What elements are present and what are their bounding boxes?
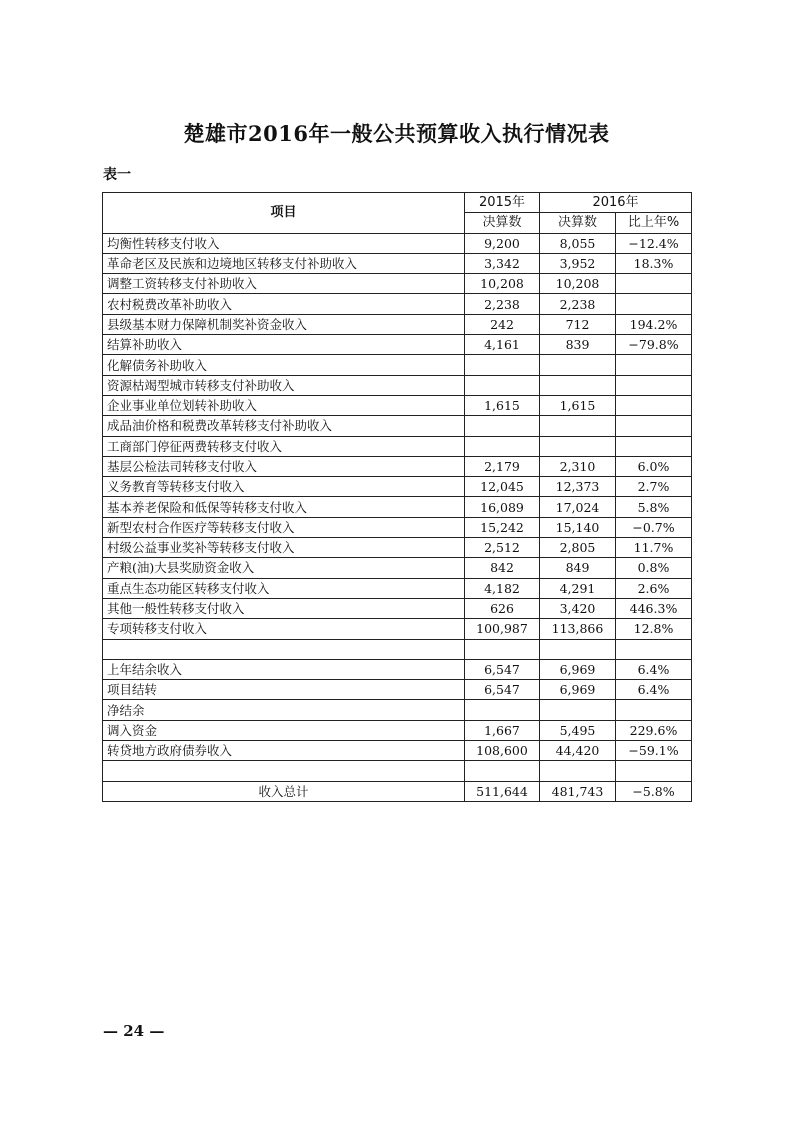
table-row: [103, 416, 692, 436]
table-row: [103, 598, 692, 618]
row-value-2016: [540, 436, 616, 456]
row-value-2015: 10,208: [465, 274, 540, 294]
row-pct-change: [616, 436, 692, 456]
row-pct-change: −59.1%: [616, 741, 692, 761]
total-row: [103, 781, 692, 801]
row-value-2016: [540, 416, 616, 436]
header-year-2015: 2015年: [465, 193, 540, 213]
row-value-2015: 242: [465, 314, 540, 334]
row-value-2016: 113,866: [540, 619, 616, 639]
row-value-2015: 1,667: [465, 720, 540, 740]
row-item-name: 革命老区及民族和边境地区转移支付补助收入: [103, 253, 465, 273]
header-item: 项目: [103, 193, 465, 234]
row-item-name: 农村税费改革补助收入: [103, 294, 465, 314]
row-value-2016: 2,238: [540, 294, 616, 314]
table-row: [103, 477, 692, 497]
table-row: [103, 395, 692, 415]
row-value-2015: 4,161: [465, 335, 540, 355]
row-pct-change: [616, 639, 692, 659]
row-value-2015: 842: [465, 558, 540, 578]
row-value-2016: 2,310: [540, 456, 616, 476]
table-row: [103, 335, 692, 355]
row-value-2015: 3,342: [465, 253, 540, 273]
row-value-2015: 2,238: [465, 294, 540, 314]
row-item-name: 基层公检法司转移支付收入: [103, 456, 465, 476]
row-pct-change: 0.8%: [616, 558, 692, 578]
table-row: [103, 680, 692, 700]
row-item-name: 净结余: [103, 700, 465, 720]
row-pct-change: 6.4%: [616, 680, 692, 700]
row-value-2016: 712: [540, 314, 616, 334]
row-item-name: 均衡性转移支付收入: [103, 233, 465, 253]
row-pct-change: 229.6%: [616, 720, 692, 740]
total-pct: −5.8%: [616, 781, 692, 801]
row-value-2015: [465, 436, 540, 456]
row-value-2016: 6,969: [540, 659, 616, 679]
row-pct-change: [616, 416, 692, 436]
row-pct-change: 18.3%: [616, 253, 692, 273]
row-value-2016: [540, 375, 616, 395]
table-row: [103, 375, 692, 395]
row-value-2016: 839: [540, 335, 616, 355]
row-item-name: [103, 639, 465, 659]
table-row: [103, 436, 692, 456]
table-body: [103, 233, 692, 781]
table-row: [103, 761, 692, 781]
row-value-2015: 100,987: [465, 619, 540, 639]
table-row: [103, 274, 692, 294]
row-value-2015: 2,512: [465, 538, 540, 558]
row-value-2016: 2,805: [540, 538, 616, 558]
row-item-name: 项目结转: [103, 680, 465, 700]
row-value-2015: [465, 639, 540, 659]
total-2016: 481,743: [540, 781, 616, 801]
row-value-2015: 16,089: [465, 497, 540, 517]
table-row: [103, 720, 692, 740]
row-value-2015: 108,600: [465, 741, 540, 761]
row-value-2016: 3,952: [540, 253, 616, 273]
row-pct-change: [616, 274, 692, 294]
row-pct-change: [616, 355, 692, 375]
row-value-2015: 15,242: [465, 517, 540, 537]
total-label: 收入总计: [103, 781, 465, 801]
row-value-2015: [465, 761, 540, 781]
row-item-name: 调整工资转移支付补助收入: [103, 274, 465, 294]
table-row: [103, 294, 692, 314]
table-row: [103, 456, 692, 476]
row-pct-change: 6.0%: [616, 456, 692, 476]
row-value-2016: 10,208: [540, 274, 616, 294]
table-header-row: [103, 193, 692, 213]
row-pct-change: −0.7%: [616, 517, 692, 537]
row-value-2015: 6,547: [465, 659, 540, 679]
row-pct-change: 194.2%: [616, 314, 692, 334]
table-row: [103, 497, 692, 517]
table-row: [103, 538, 692, 558]
row-value-2015: 6,547: [465, 680, 540, 700]
row-value-2016: 6,969: [540, 680, 616, 700]
table-row: [103, 233, 692, 253]
row-value-2015: 4,182: [465, 578, 540, 598]
row-item-name: 转贷地方政府债券收入: [103, 741, 465, 761]
row-item-name: 上年结余收入: [103, 659, 465, 679]
row-value-2015: [465, 355, 540, 375]
row-value-2016: 12,373: [540, 477, 616, 497]
row-item-name: 其他一般性转移支付收入: [103, 598, 465, 618]
row-value-2016: 4,291: [540, 578, 616, 598]
header-settled-2016: 决算数: [540, 213, 616, 233]
table-row: [103, 639, 692, 659]
row-item-name: 成品油价格和税费改革转移支付补助收入: [103, 416, 465, 436]
row-item-name: 县级基本财力保障机制奖补资金收入: [103, 314, 465, 334]
table-row: [103, 355, 692, 375]
row-value-2016: [540, 639, 616, 659]
row-item-name: 基本养老保险和低保等转移支付收入: [103, 497, 465, 517]
table-row: [103, 253, 692, 273]
row-value-2015: [465, 700, 540, 720]
row-pct-change: 11.7%: [616, 538, 692, 558]
row-value-2015: 2,179: [465, 456, 540, 476]
row-pct-change: [616, 375, 692, 395]
row-pct-change: −12.4%: [616, 233, 692, 253]
row-pct-change: 12.8%: [616, 619, 692, 639]
row-item-name: 义务教育等转移支付收入: [103, 477, 465, 497]
row-pct-change: 446.3%: [616, 598, 692, 618]
row-value-2016: 5,495: [540, 720, 616, 740]
row-item-name: 村级公益事业奖补等转移支付收入: [103, 538, 465, 558]
row-value-2015: 9,200: [465, 233, 540, 253]
row-item-name: [103, 761, 465, 781]
header-year-2016: 2016年: [540, 193, 692, 213]
header-pct-change: 比上年%: [616, 213, 692, 233]
row-item-name: 结算补助收入: [103, 335, 465, 355]
row-value-2015: [465, 416, 540, 436]
total-2015: 511,644: [465, 781, 540, 801]
row-pct-change: 2.6%: [616, 578, 692, 598]
row-item-name: 企业事业单位划转补助收入: [103, 395, 465, 415]
row-pct-change: [616, 395, 692, 415]
row-value-2015: 1,615: [465, 395, 540, 415]
row-value-2016: 8,055: [540, 233, 616, 253]
table-row: [103, 558, 692, 578]
row-value-2016: [540, 700, 616, 720]
row-value-2015: 626: [465, 598, 540, 618]
row-value-2016: 44,420: [540, 741, 616, 761]
table-row: [103, 619, 692, 639]
page-title: 楚雄市2016年一般公共预算收入执行情况表: [183, 121, 610, 146]
row-value-2016: [540, 355, 616, 375]
table-row: [103, 659, 692, 679]
row-value-2016: 3,420: [540, 598, 616, 618]
row-item-name: 资源枯竭型城市转移支付补助收入: [103, 375, 465, 395]
row-value-2016: 17,024: [540, 497, 616, 517]
row-item-name: 产粮(油)大县奖励资金收入: [103, 558, 465, 578]
table-label: 表一: [103, 167, 131, 183]
table-row: [103, 700, 692, 720]
row-pct-change: 5.8%: [616, 497, 692, 517]
row-pct-change: 2.7%: [616, 477, 692, 497]
row-pct-change: [616, 761, 692, 781]
row-item-name: 重点生态功能区转移支付收入: [103, 578, 465, 598]
row-item-name: 工商部门停征两费转移支付收入: [103, 436, 465, 456]
table-row: [103, 741, 692, 761]
row-pct-change: −79.8%: [616, 335, 692, 355]
row-value-2016: 15,140: [540, 517, 616, 537]
row-value-2015: [465, 375, 540, 395]
row-item-name: 新型农村合作医疗等转移支付收入: [103, 517, 465, 537]
table-row: [103, 578, 692, 598]
row-pct-change: [616, 294, 692, 314]
table-row: [103, 314, 692, 334]
row-item-name: 专项转移支付收入: [103, 619, 465, 639]
row-item-name: 调入资金: [103, 720, 465, 740]
row-value-2016: [540, 761, 616, 781]
row-item-name: 化解债务补助收入: [103, 355, 465, 375]
header-settled-2015: 决算数: [465, 213, 540, 233]
row-value-2016: 1,615: [540, 395, 616, 415]
row-pct-change: 6.4%: [616, 659, 692, 679]
row-value-2015: 12,045: [465, 477, 540, 497]
table-row: [103, 517, 692, 537]
budget-revenue-table: [102, 192, 692, 802]
row-value-2016: 849: [540, 558, 616, 578]
page-number: — 24 —: [103, 1022, 165, 1040]
row-pct-change: [616, 700, 692, 720]
